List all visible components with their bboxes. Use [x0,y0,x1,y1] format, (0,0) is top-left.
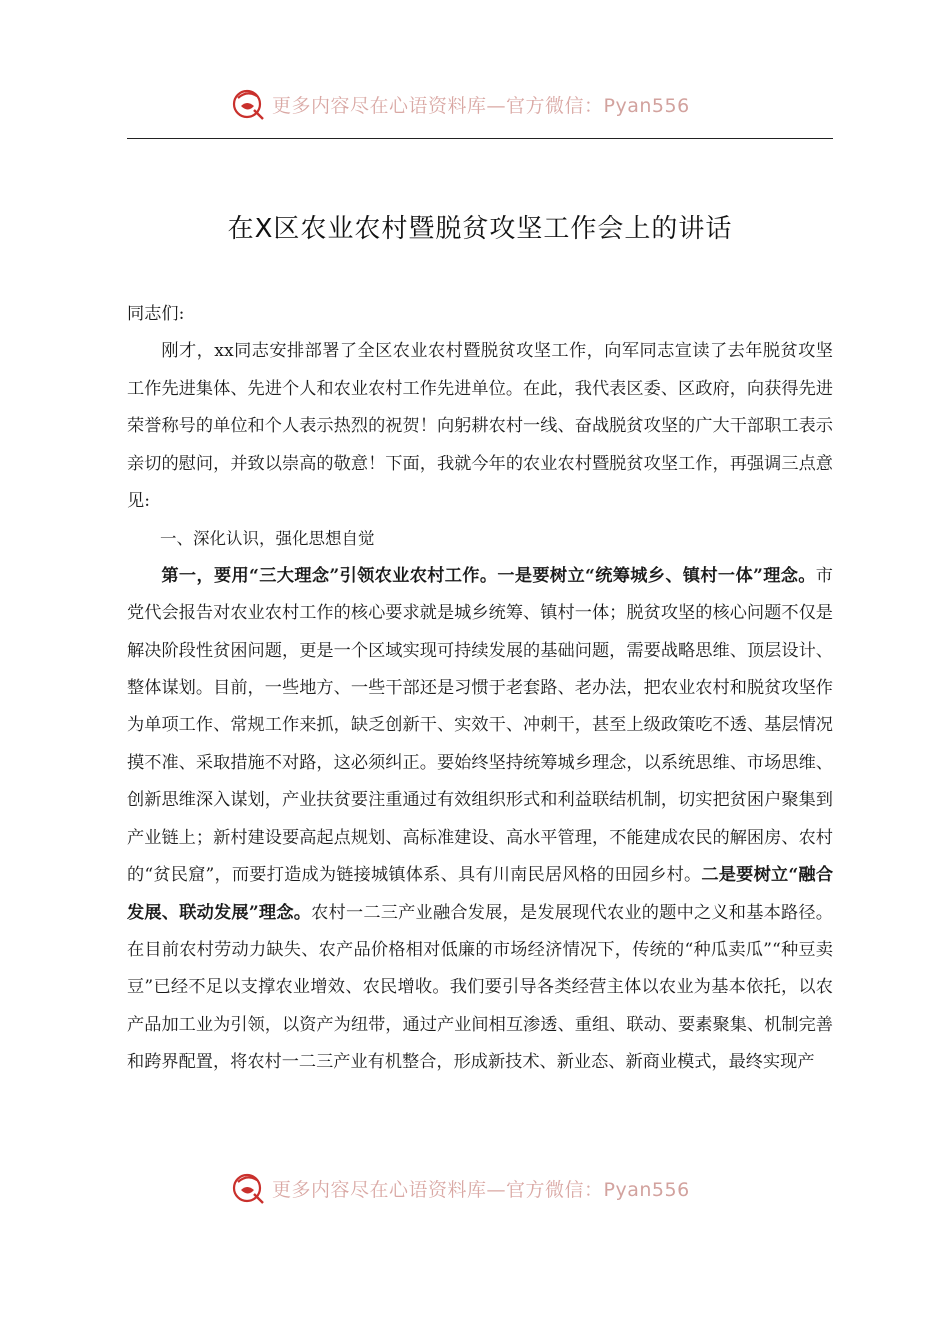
header-rule [127,138,833,139]
salutation: 同志们: [127,304,185,324]
document-body [127,296,833,1082]
watermark-text: 更多内容尽在心语资料库—官方微信：Pyan556 [272,94,690,117]
watermark-banner-top [230,86,730,122]
intro-paragraph: 刚才，xx同志安排部署了全区农业农村暨脱贫攻坚工作，向军同志宣读了去年脱贫攻坚工作先进集体、先进个人和农业农村工作先进单位。在此，我代表区委、区政府，向获得先进荣誉称号的单位和个人表示热烈的祝贺！向躬耕农村一线、奋战脱贫攻坚的广大干部职工表示亲切的慰问，并致以崇高的敬意！下面，我就今年的农业农村暨脱贫攻坚工作，再强调三点意见: [127,341,833,512]
body-text-1: 市党代会报告对农业农村工作的核心要求就是城乡统筹、镇村一体；脱贫攻坚的核心问题不仅是解决阶段性贫困问题，更是一个区域实现可持续发展的基础问题，需要战略思维、顶层设计、整体谋划。目前，一些地方、一些干部还是习惯于老套路、老办法，把农业农村和脱贫攻坚作为单项工作、常规工作来抓，缺乏创新干、实效干、冲刺干，甚至上级政策吃不透、基层情况摸不准、采取措施不对路，这必须纠正。要始终坚持统筹城乡理念，以系统思维、市场思维、创新思维深入谋划，产业扶贫要注重通过有效组织形式和利益联结机制，切实把贫困户聚集到产业链上；新村建设要高起点规划、高标准建设、高水平管理，不能建成农民的解困房、农村的“贫民窟”，而要打造成为链接城镇体系、具有川南民居风格的田园乡村。 [127,565,833,886]
bold-lead-2: 二是要树立“融合发展、联动发展”理念。 [127,865,834,923]
body-text-2: 农村一二三产业融合发展，是发展现代农业的题中之义和基本路径。在目前农村劳动力缺失、农产品价格相对低廉的市场经济情况下，传统的“种瓜卖瓜”“种豆卖豆”已经不足以支撑农业增效、农民增收。我们要引导各类经营主体以农业为基本依托，以农产品加工业为引领，以资产为纽带，通过产业间相互渗透、重组、联动、要素聚集、机制完善和跨界配置，将农村一二三产业有机整合，形成新技术、新业态、新商业模式，最终实现产 [127,902,833,1073]
watermark-logo-icon [230,86,266,122]
section-heading: 一、深化认识，强化思想自觉 [160,529,375,549]
watermark-logo-icon [230,1170,266,1206]
document-title: 在X区农业农村暨脱贫攻坚工作会上的讲话 [227,214,733,244]
bold-lead-1: 第一，要用“三大理念”引领农业农村工作。一是要树立“统筹城乡、镇村一体”理念。 [161,565,816,586]
watermark-banner-bottom [230,1170,730,1206]
watermark-text: 更多内容尽在心语资料库—官方微信：Pyan556 [272,1178,690,1201]
section-paragraph [127,558,833,1082]
